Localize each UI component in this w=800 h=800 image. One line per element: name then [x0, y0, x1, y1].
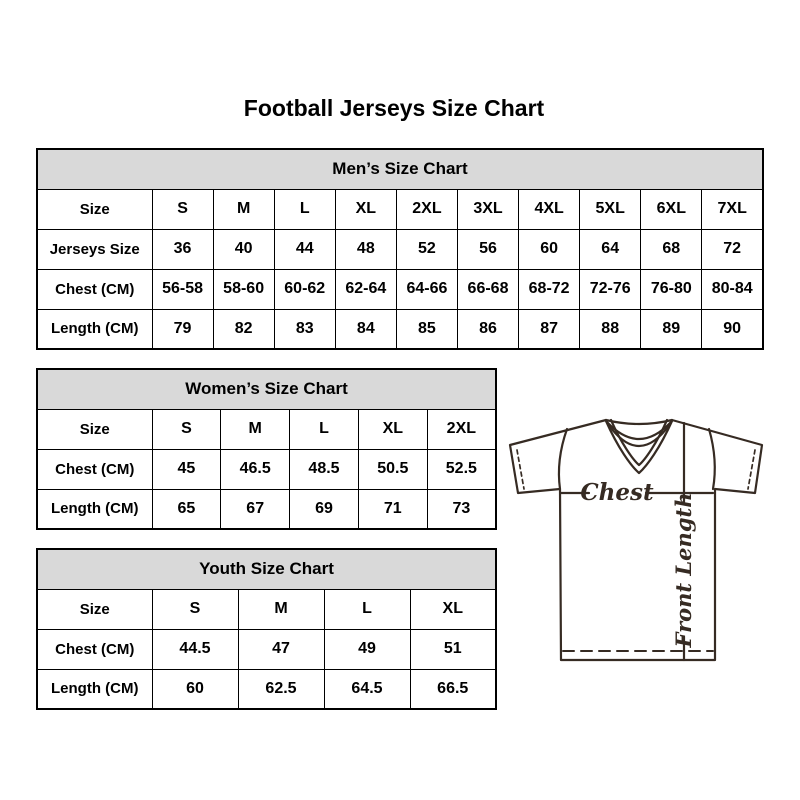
table-title-row	[37, 149, 763, 189]
value-cell: 68	[641, 229, 702, 269]
value-cell: 80-84	[702, 269, 763, 309]
value-cell: L	[274, 189, 335, 229]
value-cell: 69	[290, 489, 359, 529]
value-cell: 44	[274, 229, 335, 269]
value-cell: 67	[221, 489, 290, 529]
value-cell: 66-68	[457, 269, 518, 309]
value-cell: XL	[358, 409, 427, 449]
value-cell: S	[152, 589, 238, 629]
armhole-seam-left	[559, 429, 567, 489]
row-label-cell: Size	[37, 409, 152, 449]
value-cell: 73	[427, 489, 496, 529]
table-row	[37, 629, 496, 669]
value-cell: S	[152, 409, 221, 449]
value-cell: 72-76	[580, 269, 641, 309]
value-cell: XL	[410, 589, 496, 629]
value-cell: M	[238, 589, 324, 629]
value-cell: 62-64	[335, 269, 396, 309]
womens-size-table	[36, 368, 497, 530]
table-row	[37, 269, 763, 309]
value-cell: 52	[396, 229, 457, 269]
value-cell: M	[213, 189, 274, 229]
value-cell: 56-58	[152, 269, 213, 309]
row-label-cell: Length (CM)	[37, 669, 152, 709]
table-row	[37, 669, 496, 709]
value-cell: 2XL	[396, 189, 457, 229]
table-row	[37, 229, 763, 269]
value-cell: S	[152, 189, 213, 229]
value-cell: 50.5	[358, 449, 427, 489]
table-row	[37, 189, 763, 229]
value-cell: 71	[358, 489, 427, 529]
value-cell: 84	[335, 309, 396, 349]
table-row	[37, 409, 496, 449]
table-row	[37, 309, 763, 349]
table-title: Men’s Size Chart	[37, 149, 763, 189]
youth-size-table	[36, 548, 497, 710]
value-cell: 60-62	[274, 269, 335, 309]
vneck-inner-line	[611, 420, 667, 465]
value-cell: 62.5	[238, 669, 324, 709]
value-cell: 72	[702, 229, 763, 269]
value-cell: L	[324, 589, 410, 629]
value-cell: 52.5	[427, 449, 496, 489]
collar-top-curve	[606, 420, 672, 424]
row-label-cell: Jerseys Size	[37, 229, 152, 269]
cuff-dashed-line-left	[517, 450, 524, 489]
value-cell: 60	[519, 229, 580, 269]
table-row	[37, 489, 496, 529]
table-title: Women’s Size Chart	[37, 369, 496, 409]
table-row	[37, 589, 496, 629]
cuff-dashed-line-right	[748, 450, 755, 489]
table-row	[37, 449, 496, 489]
value-cell: 5XL	[580, 189, 641, 229]
value-cell: 66.5	[410, 669, 496, 709]
value-cell: 51	[410, 629, 496, 669]
value-cell: 90	[702, 309, 763, 349]
value-cell: 85	[396, 309, 457, 349]
value-cell: L	[290, 409, 359, 449]
value-cell: 65	[152, 489, 221, 529]
value-cell: 44.5	[152, 629, 238, 669]
jersey-outline-shape	[510, 420, 762, 660]
value-cell: 79	[152, 309, 213, 349]
row-label-cell: Chest (CM)	[37, 449, 152, 489]
value-cell: 89	[641, 309, 702, 349]
row-label-cell: Size	[37, 589, 152, 629]
value-cell: 88	[580, 309, 641, 349]
value-cell: 48.5	[290, 449, 359, 489]
value-cell: 4XL	[519, 189, 580, 229]
row-label-cell: Size	[37, 189, 152, 229]
table-title: Youth Size Chart	[37, 549, 496, 589]
value-cell: 64-66	[396, 269, 457, 309]
mens-size-table	[36, 148, 764, 350]
value-cell: 86	[457, 309, 518, 349]
value-cell: 49	[324, 629, 410, 669]
value-cell: 64.5	[324, 669, 410, 709]
value-cell: 47	[238, 629, 324, 669]
value-cell: 82	[213, 309, 274, 349]
jersey-measurement-diagram	[503, 410, 769, 664]
value-cell: 56	[457, 229, 518, 269]
value-cell: XL	[335, 189, 396, 229]
value-cell: 83	[274, 309, 335, 349]
value-cell: 45	[152, 449, 221, 489]
value-cell: 46.5	[221, 449, 290, 489]
chest-label: Chest	[580, 479, 654, 506]
table-title-row	[37, 369, 496, 409]
value-cell: 48	[335, 229, 396, 269]
value-cell: 2XL	[427, 409, 496, 449]
row-label-cell: Length (CM)	[37, 489, 152, 529]
table-title-row	[37, 549, 496, 589]
value-cell: 36	[152, 229, 213, 269]
value-cell: 76-80	[641, 269, 702, 309]
value-cell: 7XL	[702, 189, 763, 229]
value-cell: 58-60	[213, 269, 274, 309]
value-cell: 3XL	[457, 189, 518, 229]
row-label-cell: Chest (CM)	[37, 269, 152, 309]
page-title: Football Jerseys Size Chart	[243, 95, 545, 121]
row-label-cell: Chest (CM)	[37, 629, 152, 669]
value-cell: 40	[213, 229, 274, 269]
value-cell: 64	[580, 229, 641, 269]
value-cell: 60	[152, 669, 238, 709]
value-cell: M	[221, 409, 290, 449]
value-cell: 68-72	[519, 269, 580, 309]
row-label-cell: Length (CM)	[37, 309, 152, 349]
armhole-seam-right	[709, 429, 715, 489]
front-length-label: Front Length	[671, 492, 696, 648]
value-cell: 6XL	[641, 189, 702, 229]
value-cell: 87	[519, 309, 580, 349]
